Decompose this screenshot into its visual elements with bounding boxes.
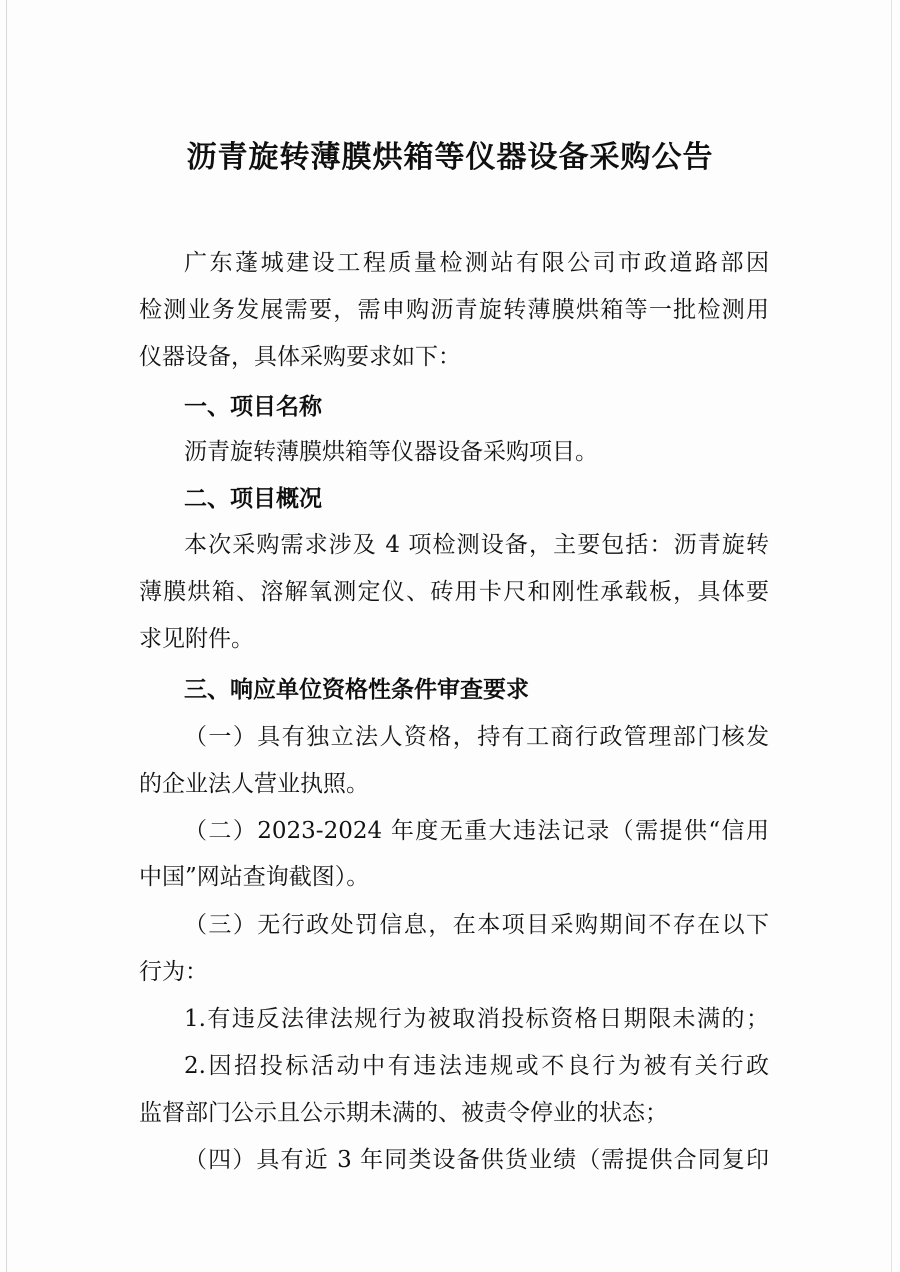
sub-item-2-line-1: 2.因招投标活动中有违法违规或不良行为被有关行政 xyxy=(184,1053,769,1079)
item-2-line-2: 中国”网站查询截图）。 xyxy=(139,864,370,890)
intro-line-2: 检测业务发展需要，需申购沥青旋转薄膜烘箱等一批检测用 xyxy=(139,297,769,323)
sub-item-2-line-2: 监督部门公示且公示期未满的、被责令停业的状态； xyxy=(139,1100,668,1126)
intro-line-1: 广东蓬城建设工程质量检测站有限公司市政道路部因 xyxy=(184,250,769,276)
item-4-line-1: （四）具有近 3 年同类设备供货业绩（需提供合同复印 xyxy=(184,1147,769,1173)
section-3-heading: 三、响应单位资格性条件审查要求 xyxy=(184,677,529,703)
item-1-line-2: 的企业法人营业执照。 xyxy=(139,771,369,797)
item-3-line-1: （三）无行政处罚信息，在本项目采购期间不存在以下 xyxy=(184,912,769,938)
scan-edge-right xyxy=(891,0,892,1272)
item-3-line-2: 行为： xyxy=(139,959,208,985)
section-2-body-line-2: 薄膜烘箱、溶解氧测定仪、砖用卡尺和刚性承载板，具体要 xyxy=(139,579,769,605)
intro-line-3: 仪器设备，具体采购要求如下： xyxy=(139,344,461,370)
section-2-body-line-1: 本次采购需求涉及 4 项检测设备，主要包括：沥青旋转 xyxy=(184,532,769,558)
item-2-line-1: （二）2023-2024 年度无重大违法记录（需提供“信用 xyxy=(184,818,769,844)
section-2-body-line-3: 求见附件。 xyxy=(139,626,254,652)
section-1-body: 沥青旋转薄膜烘箱等仪器设备采购项目。 xyxy=(184,439,598,465)
item-1-line-1: （一）具有独立法人资格，持有工商行政管理部门核发 xyxy=(184,724,769,750)
scan-edge-left xyxy=(6,0,7,1272)
document-title: 沥青旋转薄膜烘箱等仪器设备采购公告 xyxy=(186,140,714,175)
section-2-heading: 二、项目概况 xyxy=(184,486,322,512)
sub-item-1: 1.有违反法律法规行为被取消投标资格日期限未满的； xyxy=(184,1006,769,1032)
section-1-heading: 一、项目名称 xyxy=(184,394,322,420)
